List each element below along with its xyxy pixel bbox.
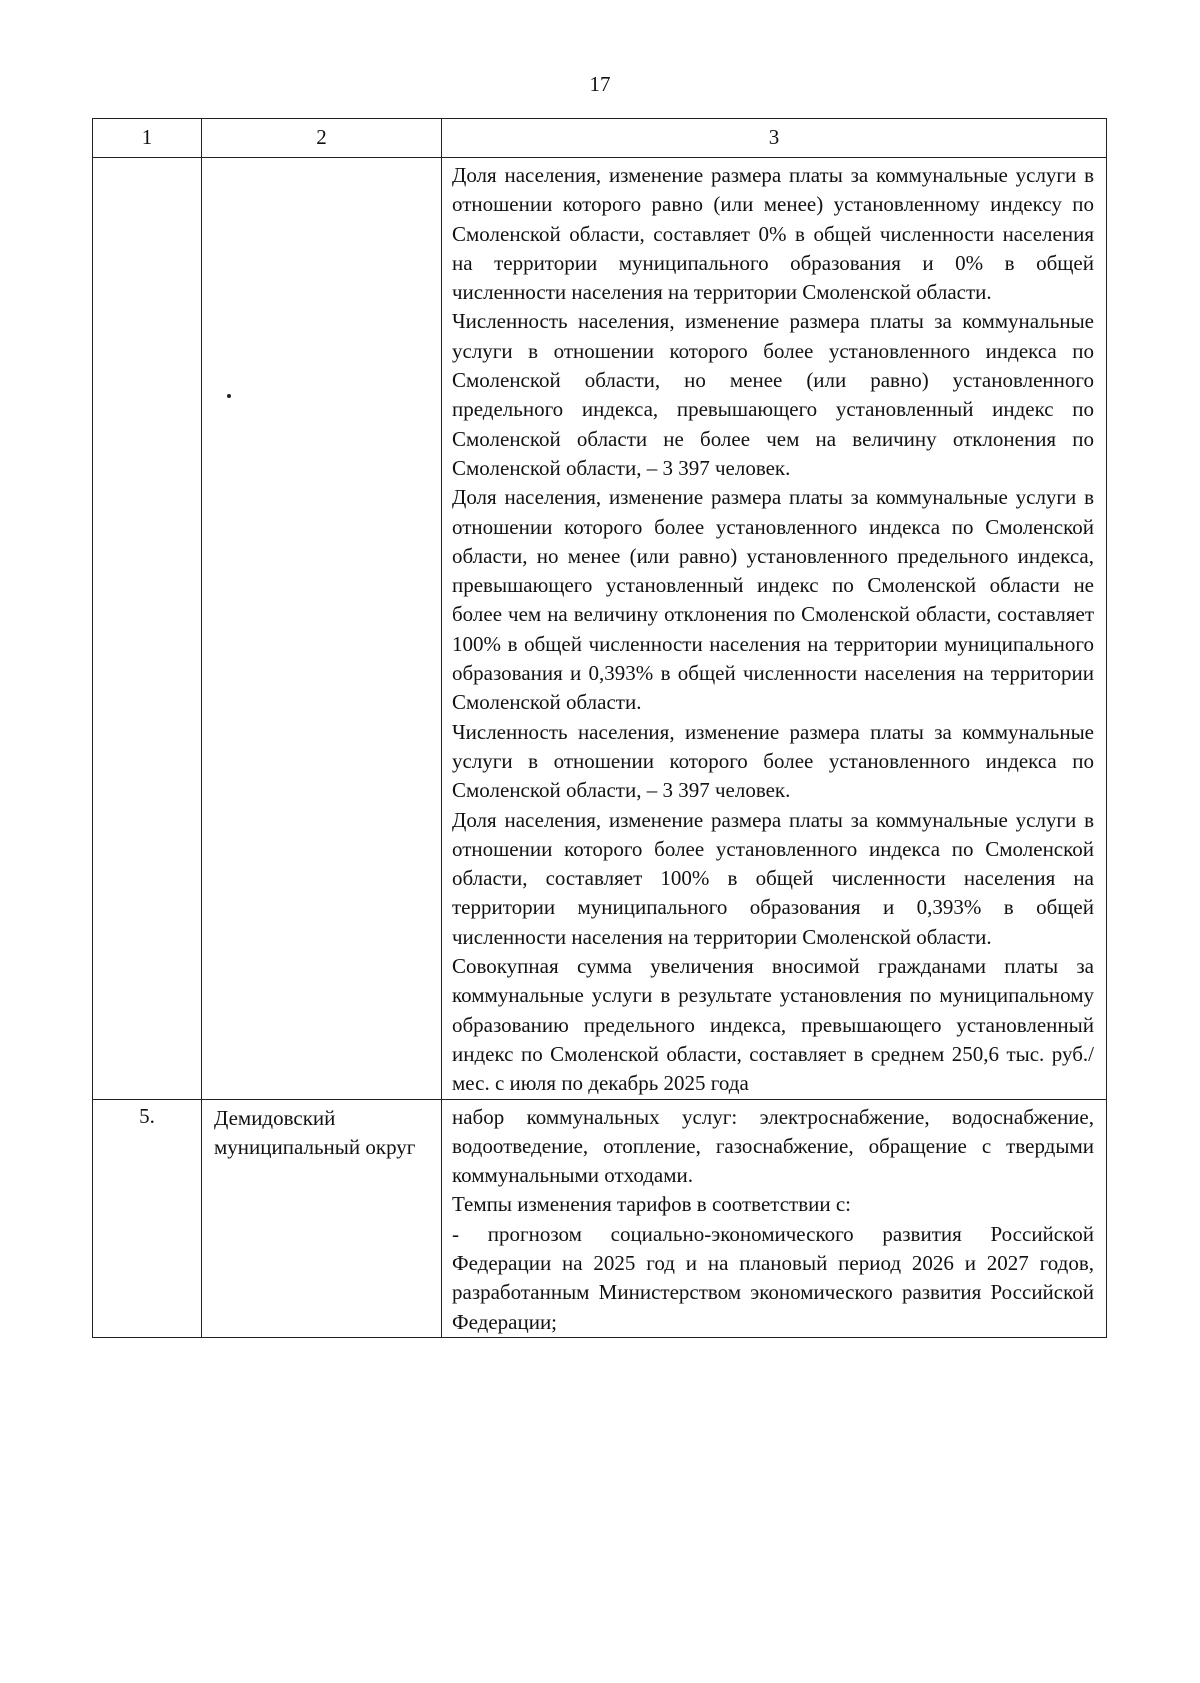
column-header-3: 3 bbox=[442, 119, 1107, 158]
paragraph: Темпы изменения тарифов в соответствии с: bbox=[452, 1192, 852, 1217]
document-table bbox=[92, 118, 1107, 1338]
description-cell bbox=[442, 1099, 1107, 1337]
page-number: 17 bbox=[589, 72, 611, 96]
paragraph: Доля населения, изменение размера платы за коммунальные услуги в отношении которого равно (или менее) установленному индексу по Смоленской области, составляет 0% в общей численности населения на территории муниципального образования и 0% в общей численности населения на территории Смоленской области. bbox=[452, 163, 1094, 305]
row-number-cell bbox=[93, 1099, 202, 1337]
table-row bbox=[93, 1099, 1107, 1337]
paragraph: Численность населения, изменение размера платы за коммунальные услуги в отношении которого более установленного индекса по Смоленской области, – 3 397 человек. bbox=[452, 719, 1094, 803]
paragraph: - прогнозом социально-экономического развития Российской Федерации на 2025 год и на плановый период 2026 и 2027 годов, разработанным Министерством экономического развития Российской Федерации; bbox=[452, 1221, 1094, 1334]
paragraph: Совокупная сумма увеличения вносимой гражданами платы за коммунальные услуги в результате установления по муниципальному образованию предельного индекса, превышающего установленный индекс по Смоленской области, составляет в среднем 250,6 тыс. руб./мес. с июля по декабрь 2025 года bbox=[452, 954, 1094, 1096]
paragraph: Доля населения, изменение размера платы за коммунальные услуги в отношении которого более установленного индекса по Смоленской области, составляет 100% в общей численности населения на территории муниципального образования и 0,393% в общей численности населения на территории Смоленской области. bbox=[452, 807, 1094, 949]
description-cell bbox=[442, 158, 1107, 1100]
column-header-2: 2 bbox=[202, 119, 442, 158]
row-number-cell bbox=[93, 158, 202, 1100]
table-header-row bbox=[93, 119, 1107, 158]
paragraph: Доля населения, изменение размера платы за коммунальные услуги в отношении которого более установленного индекса по Смоленской области, но менее (или равно) установленного предельного индекса, превышающего установленный индекс по Смоленской области не более чем на величину отклонения по Смоленской области, составляет 100% в общей численности населения на территории муниципального образования и 0,393% в общей численности населения на территории Смоленской области. bbox=[452, 485, 1094, 715]
row-number: 5. bbox=[139, 1103, 155, 1128]
municipality-cell bbox=[202, 1099, 442, 1337]
municipality-name: Демидовский муниципальный округ bbox=[214, 1105, 416, 1159]
paragraph: набор коммунальных услуг: электроснабжение, водоснабжение, водоотведение, отопление, газоснабжение, обращение с твердыми коммунальными отходами. bbox=[452, 1104, 1094, 1188]
municipality-cell bbox=[202, 158, 442, 1100]
column-header-1: 1 bbox=[93, 119, 202, 158]
paragraph: Численность населения, изменение размера платы за коммунальные услуги в отношении которого более установленного индекса по Смоленской области, но менее (или равно) установленного предельного индекса, превышающего установленный индекс по Смоленской области не более чем на величину отклонения по Смоленской области, – 3 397 человек. bbox=[452, 309, 1094, 480]
table-row bbox=[93, 158, 1107, 1100]
stray-dot-mark bbox=[227, 394, 231, 398]
